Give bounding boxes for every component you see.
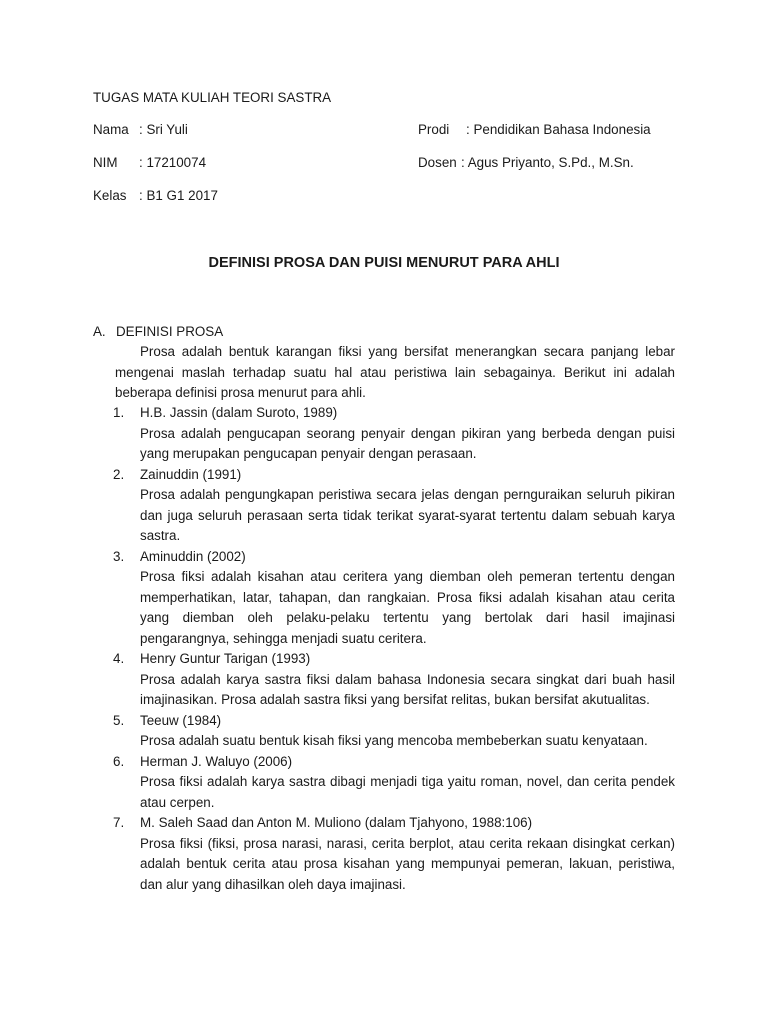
kelas-label: Kelas bbox=[93, 188, 127, 203]
section-letter: A. bbox=[93, 324, 106, 339]
item-source: Henry Guntur Tarigan (1993) bbox=[140, 651, 311, 666]
item-text: Prosa fiksi adalah kisahan atau ceritera yang diemban oleh pemeran tertentu dengan memperhatikan, latar, tahapan, dan rangkaian. Prosa fiksi adalah kisahan atau cerita yang diemban oleh pelaku-pelaku tertentu yang bertolak dari hasil imajinasi pengarangnya, sehingga menjadi suatu ceritera. bbox=[140, 569, 675, 646]
list-item bbox=[115, 547, 675, 650]
list-item bbox=[115, 403, 675, 465]
prodi-label: Prodi bbox=[418, 122, 450, 137]
item-number: 4. bbox=[113, 651, 125, 666]
item-number: 3. bbox=[113, 548, 125, 564]
item-source: Herman J. Waluyo (2006) bbox=[140, 753, 293, 769]
item-text: Prosa adalah pengungkapan peristiwa secara jelas dengan pernguraikan seluruh pikiran dan juga seluruh perasaan serta tidak terikat syarat-syarat tertentu dalam sebuah karya sastra. bbox=[140, 487, 675, 543]
list-item bbox=[115, 711, 675, 752]
item-source: Teeuw (1984) bbox=[140, 712, 222, 728]
document-title: DEFINISI PROSA DAN PUISI MENURUT PARA AHLI bbox=[208, 255, 560, 271]
course-heading: TUGAS MATA KULIAH TEORI SASTRA bbox=[93, 90, 332, 105]
item-text: Prosa adalah pengucapan seorang penyair dengan pikiran yang berbeda dengan puisi yang merupakan pengucapan penyair dengan perasaan. bbox=[140, 425, 675, 461]
item-text: Prosa adalah suatu bentuk kisah fiksi yang mencoba membeberkan suatu kenyataan. bbox=[140, 733, 648, 748]
item-number: 2. bbox=[113, 466, 125, 482]
section-title: DEFINISI PROSA bbox=[116, 324, 224, 339]
nim-label: NIM bbox=[93, 155, 118, 170]
dosen-label: Dosen bbox=[418, 155, 457, 170]
item-text: Prosa fiksi (fiksi, prosa narasi, narasi, cerita berplot, atau cerita rekaan disingkat cerkan) adalah bentuk cerita atau prosa kisahan yang mempunyai pemeran, lakuan, peristiwa, dan alur yang dihasilkan oleh daya imajinasi. bbox=[140, 835, 675, 892]
item-source: H.B. Jassin (dalam Suroto, 1989) bbox=[140, 405, 338, 420]
intro-paragraph: Prosa adalah bentuk karangan fiksi yang bersifat menerangkan secara panjang lebar mengenai maslah terhadap suatu hal atau peristiwa lain sebagainya. Berikut ini adalah beberapa definisi prosa menurut para ahli. bbox=[115, 344, 675, 400]
item-source: Zainuddin (1991) bbox=[140, 466, 242, 482]
item-number: 5. bbox=[113, 712, 125, 728]
item-text: Prosa adalah karya sastra fiksi dalam bahasa Indonesia secara singkat dari buah hasil imajinasikan. Prosa adalah sastra fiksi yang bersifat relitas, bukan bersifat akutualitas. bbox=[140, 671, 675, 707]
list-item bbox=[115, 752, 675, 814]
definition-list bbox=[115, 403, 675, 895]
section-heading bbox=[93, 322, 223, 343]
list-item bbox=[115, 465, 675, 547]
nama-value: : Sri Yuli bbox=[139, 122, 188, 137]
nama-label: Nama bbox=[93, 122, 129, 137]
item-number: 7. bbox=[113, 815, 125, 830]
nim-value: : 17210074 bbox=[139, 155, 207, 170]
list-item bbox=[115, 813, 675, 895]
dosen-value: : Agus Priyanto, S.Pd., M.Sn. bbox=[461, 155, 634, 170]
kelas-value: : B1 G1 2017 bbox=[139, 188, 218, 203]
list-item bbox=[115, 649, 675, 711]
item-number: 1. bbox=[113, 405, 125, 420]
item-source: M. Saleh Saad dan Anton M. Muliono (dalam Tjahyono, 1988:106) bbox=[140, 815, 533, 830]
prodi-value: : Pendidikan Bahasa Indonesia bbox=[466, 122, 651, 137]
item-number: 6. bbox=[113, 753, 125, 769]
item-source: Aminuddin (2002) bbox=[140, 548, 246, 564]
item-text: Prosa fiksi adalah karya sastra dibagi menjadi tiga yaitu roman, novel, dan cerita pendek atau cerpen. bbox=[140, 774, 675, 810]
